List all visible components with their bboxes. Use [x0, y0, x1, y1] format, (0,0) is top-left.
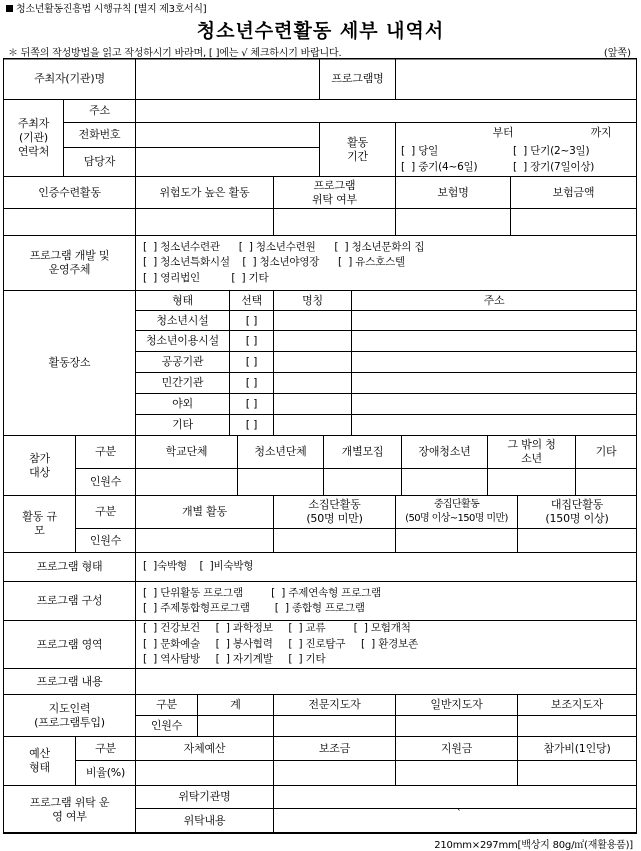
participants-school-group-header: 학교단체 [165, 445, 208, 458]
budget-ratio-label: 비율(%) [85, 766, 126, 779]
program-content-field[interactable] [136, 669, 636, 694]
scale-count-label: 인원수 [89, 533, 122, 547]
budget-own-ratio[interactable] [136, 761, 273, 785]
form-reference [6, 0, 206, 15]
venue-type-header: 형태 [172, 293, 193, 307]
participants-etc-count[interactable] [576, 469, 636, 495]
instructors-general-header: 일반지도자 [430, 698, 483, 711]
program-name-field[interactable] [396, 59, 636, 99]
instructors-expert-header: 전문지도자 [308, 698, 361, 711]
budget-subsidy-ratio[interactable] [274, 761, 395, 785]
program-domain-row-2[interactable]: [ ] 문화예술 [ ] 봉사협력 [ ] 진로탐구 [ ] 환경보존 [143, 637, 418, 650]
operator-options-row-2[interactable]: [ ] 청소년특화시설 [ ] 청소년야영장 [ ] 유스호스텔 [143, 256, 405, 269]
venue-select-header: 선택 [241, 293, 262, 307]
program-composition-label: 프로그램 구성 [36, 594, 103, 607]
instructors-count-label: 인원수 [150, 719, 183, 732]
insurance-name-field[interactable] [396, 209, 510, 235]
operator-options[interactable] [143, 237, 633, 289]
period-to-label: 까지 [590, 126, 612, 139]
insurance-amount-field[interactable] [511, 209, 636, 235]
period-option-sameday[interactable]: [ ] 당일 [401, 145, 439, 158]
participants-count-label: 인원수 [89, 475, 122, 488]
instructors-total-header: 계 [230, 698, 241, 711]
participants-other-youth-count[interactable] [488, 469, 575, 495]
program-content-label: 프로그램 내용 [36, 674, 103, 688]
venue-address-header: 주소 [483, 293, 505, 307]
high-risk-activity-field[interactable] [136, 209, 273, 235]
program-composition-options[interactable] [143, 583, 633, 619]
scale-small-group-header: 소집단활동 (50명 미만) [306, 498, 363, 525]
program-domain-options[interactable] [143, 621, 633, 668]
venue-type-private-institution: 민간기관 [161, 376, 204, 389]
venue-type-youth-use-facility: 청소년이용시설 [146, 334, 219, 347]
certified-activity-field[interactable] [4, 209, 135, 235]
budget-support-ratio[interactable] [396, 761, 517, 785]
outsourcing-label: 프로그램 위탁 운 영 여부 [29, 795, 110, 823]
manager-field[interactable] [136, 148, 319, 176]
scale-individual-header: 개별 활동 [181, 505, 227, 518]
scale-individual-count[interactable] [136, 529, 273, 552]
outsourcing-org-label: 위탁기관명 [178, 790, 231, 803]
stray-mark: ` [456, 807, 462, 820]
outsourcing-content-field[interactable] [274, 809, 636, 833]
program-type-options[interactable]: [ ]숙박형 [ ]비숙박형 [143, 560, 254, 573]
venue-name-header: 명칭 [302, 293, 323, 307]
budget-subsidy-header: 보조금 [318, 741, 351, 755]
organizer-name-label: 주최자(기관)명 [34, 72, 105, 85]
program-domain-label: 프로그램 영역 [36, 637, 103, 651]
venue-checkbox-public-institution[interactable]: [ ] [245, 355, 258, 368]
participants-other-youth-header: 그 밖의 청 소년 [507, 438, 556, 465]
participants-disabled-youth-count[interactable] [402, 469, 487, 495]
venue-checkbox-youth-facility[interactable]: [ ] [245, 313, 258, 327]
budget-support-header: 지원금 [440, 741, 473, 755]
period-label: 활동 기간 [347, 135, 368, 163]
certified-activity-header: 인증수련활동 [38, 185, 101, 199]
program-composition-row-1[interactable]: [ ] 단위활동 프로그램 [ ] 주제연속형 프로그램 [143, 586, 381, 599]
program-name-label: 프로그램명 [331, 72, 384, 85]
participants-youth-group-count[interactable] [238, 469, 323, 495]
venue-type-outdoor: 야외 [172, 397, 193, 410]
instructors-category-header: 구분 [156, 698, 177, 711]
venue-checkbox-youth-use-facility[interactable]: [ ] [245, 334, 258, 347]
operator-options-row-3[interactable]: [ ] 영리법인 [ ] 기타 [143, 271, 269, 284]
scale-large-group-header: 대집단활동 (150명 이상) [545, 498, 609, 525]
venue-type-other: 기타 [172, 418, 193, 431]
scale-label: 활동 규 모 [22, 510, 57, 537]
operator-options-row-1[interactable]: [ ] 청소년수련관 [ ] 청소년수련원 [ ] 청소년문화의 집 [143, 240, 425, 253]
participants-etc-header: 기타 [595, 445, 617, 458]
insurance-name-header: 보험명 [437, 185, 469, 199]
participants-youth-group-header: 청소년단체 [254, 445, 307, 458]
scale-large-group-count[interactable] [518, 529, 636, 552]
form-reference-text: 청소년활동진흥법 시행규칙 [별지 제3호서식] [16, 4, 207, 15]
form-table [3, 58, 637, 834]
phone-label: 전화번호 [78, 128, 121, 141]
venue-checkbox-private-institution[interactable]: [ ] [245, 376, 258, 389]
period-option-long[interactable]: [ ] 장기(7일이상) [513, 161, 595, 174]
page-side-label: (앞쪽) [603, 48, 631, 59]
program-composition-row-2[interactable]: [ ] 주제통합형프로그램 [ ] 종합형 프로그램 [143, 602, 365, 614]
program-type-label: 프로그램 형태 [36, 560, 103, 573]
scale-small-group-count[interactable] [274, 529, 395, 552]
venue-type-youth-facility: 청소년시설 [156, 313, 209, 327]
organizer-name-field[interactable] [136, 59, 319, 99]
instructors-label: 지도인력 (프로그램투입) [34, 701, 105, 729]
budget-category-label: 구분 [95, 741, 116, 755]
page-title: 청소년수련활동 세부 내역서 [196, 20, 445, 42]
contact-group-label: 주최자 (기관) 연락처 [17, 117, 50, 158]
address-field[interactable] [136, 100, 636, 122]
participants-individual-header: 개별모집 [341, 445, 384, 458]
program-outsourcing-header: 프로그램 위탁 여부 [311, 178, 357, 206]
program-domain-row-3[interactable]: [ ] 역사탐방 [ ] 자기계발 [ ] 기타 [143, 653, 326, 666]
scale-medium-group-count[interactable] [396, 529, 517, 552]
instructors-expert-count[interactable] [274, 716, 395, 736]
manager-label: 담당자 [83, 155, 116, 168]
participants-school-group-count[interactable] [136, 469, 237, 495]
period-option-medium[interactable]: [ ] 중기(4~6일) [401, 161, 478, 174]
venue-checkbox-other[interactable]: [ ] [245, 418, 258, 431]
budget-fee-amount[interactable] [518, 761, 636, 785]
insurance-amount-header: 보험금액 [552, 185, 595, 199]
instructors-total-count[interactable] [198, 716, 273, 736]
outsourcing-content-label: 위탁내용 [183, 814, 226, 827]
scale-medium-group-header: 중집단활동 (50명 이상~150명 미만) [405, 499, 508, 524]
participants-individual-count[interactable] [324, 469, 401, 495]
outsourcing-org-field[interactable] [274, 786, 636, 808]
instructors-general-count[interactable] [396, 716, 517, 736]
paper-spec: 210mm×297mm[백상지 80g/㎡(재활용품)] [434, 840, 633, 851]
program-outsourcing-field[interactable] [274, 209, 395, 235]
period-option-short[interactable]: [ ] 단기(2~3일) [513, 145, 590, 158]
instructors-assistant-header: 보조지도자 [550, 698, 604, 711]
phone-field[interactable] [136, 123, 319, 147]
budget-fee-header: 참가비(1인당) [543, 741, 611, 755]
venue-checkbox-outdoor[interactable]: [ ] [245, 397, 258, 410]
budget-own-header: 자체예산 [183, 741, 226, 755]
participants-label: 참가 대상 [29, 451, 50, 479]
address-label: 주소 [89, 104, 110, 117]
venue-type-public-institution: 공공기관 [161, 355, 204, 368]
participants-category-label: 구분 [95, 445, 116, 458]
venue-label: 활동장소 [48, 356, 91, 369]
participants-disabled-youth-header: 장애청소년 [418, 445, 471, 458]
square-bullet-icon [6, 5, 13, 12]
scale-category-label: 구분 [95, 505, 116, 518]
operator-label: 프로그램 개발 및 운영주체 [29, 249, 110, 276]
high-risk-activity-header: 위험도가 높은 활동 [159, 185, 250, 199]
instructors-assistant-count[interactable] [518, 716, 636, 736]
instruction-note: ＊ 뒤쪽의 작성방법을 읽고 작성하시기 바라며, [ ]에는 √ 체크하시기 바랍니다. [8, 48, 342, 59]
period-from-label: 부터 [492, 126, 514, 139]
program-domain-row-1[interactable]: [ ] 건강보건 [ ] 과학정보 [ ] 교류 [ ] 모험개척 [143, 622, 411, 635]
budget-label: 예산 형태 [29, 747, 50, 774]
